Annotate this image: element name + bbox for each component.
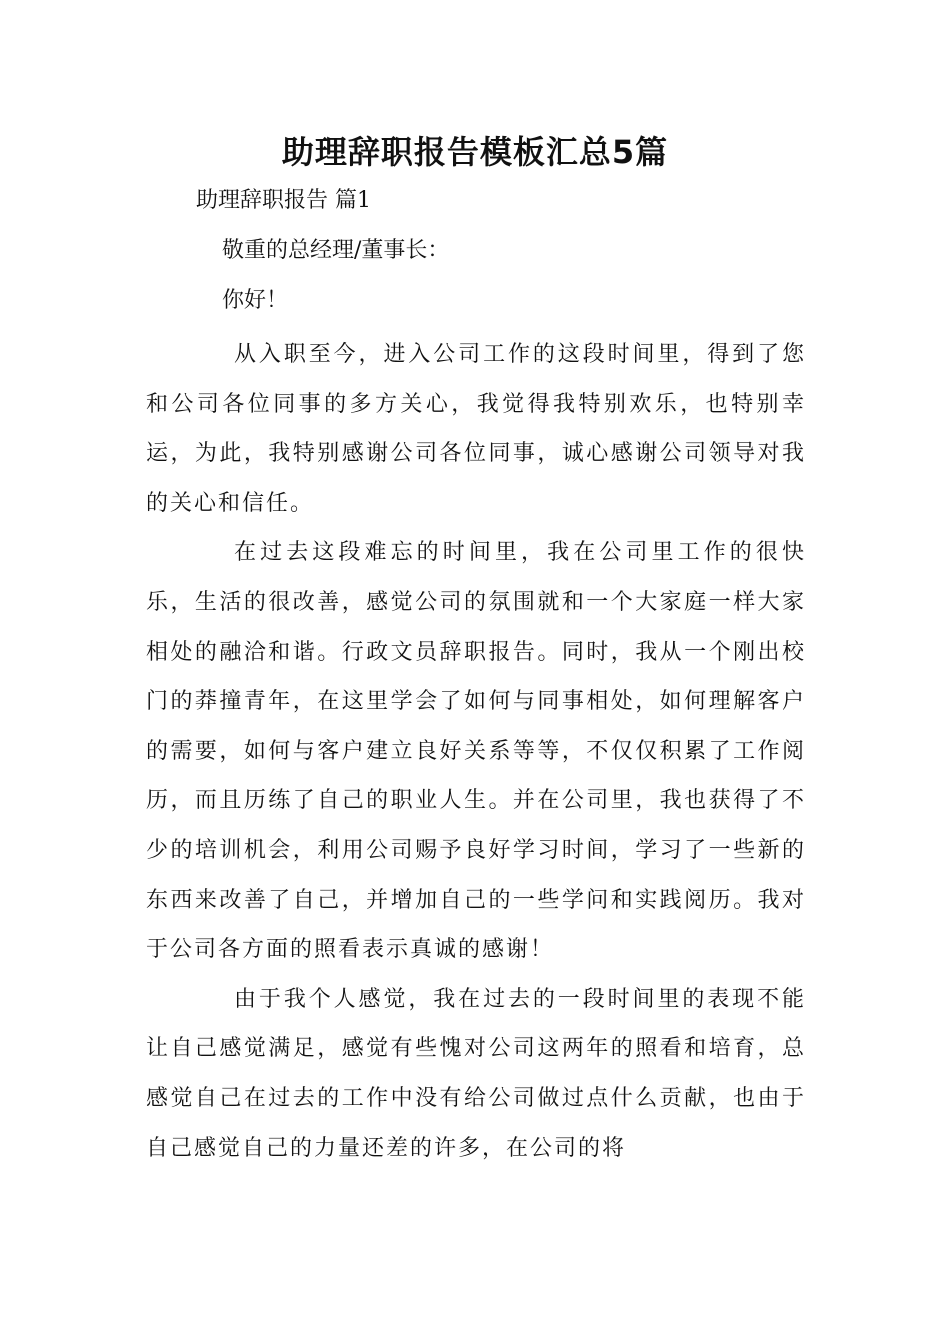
paragraph: 由于我个人感觉，我在过去的一段时间里的表现不能让自己感觉满足，感觉有些愧对公司这两年的照看和培育，总感觉自己在过去的工作中没有给公司做过点什么贡献，也由于自己感觉自己的力量还差的许多，在公司的将 [146,986,806,1161]
greeting: 你好！ [222,288,289,313]
paragraph: 从入职至今，进入公司工作的这段时间里，得到了您和公司各位同事的多方关心，我觉得我特别欢乐，也特别幸运，为此，我特别感谢公司各位同事，诚心感谢公司领导对我的关心和信任。 [146,342,806,516]
letter-body [146,330,806,1173]
paragraph: 在过去这段难忘的时间里，我在公司里工作的很快乐，生活的很改善，感觉公司的氛围就和一个大家庭一样大家相处的融洽和谐。行政文员辞职报告。同时，我从一个刚出校门的莽撞青年，在这里学会了如何与同事相处，如何理解客户的需要，如何与客户建立良好关系等等，不仅仅积累了工作阅历，而且历练了自己的职业人生。并在公司里，我也获得了不少的培训机会，利用公司赐予良好学习时间，学习了一些新的东西来改善了自己，并增加自己的一些学问和实践阅历。我对于公司各方面的照看表示真诚的感谢！ [146,540,806,963]
section-heading: 助理辞职报告 篇1 [196,188,371,213]
document-title: 助理辞职报告模板汇总5篇 [281,133,669,171]
salutation: 敬重的总经理/董事长： [222,238,450,263]
